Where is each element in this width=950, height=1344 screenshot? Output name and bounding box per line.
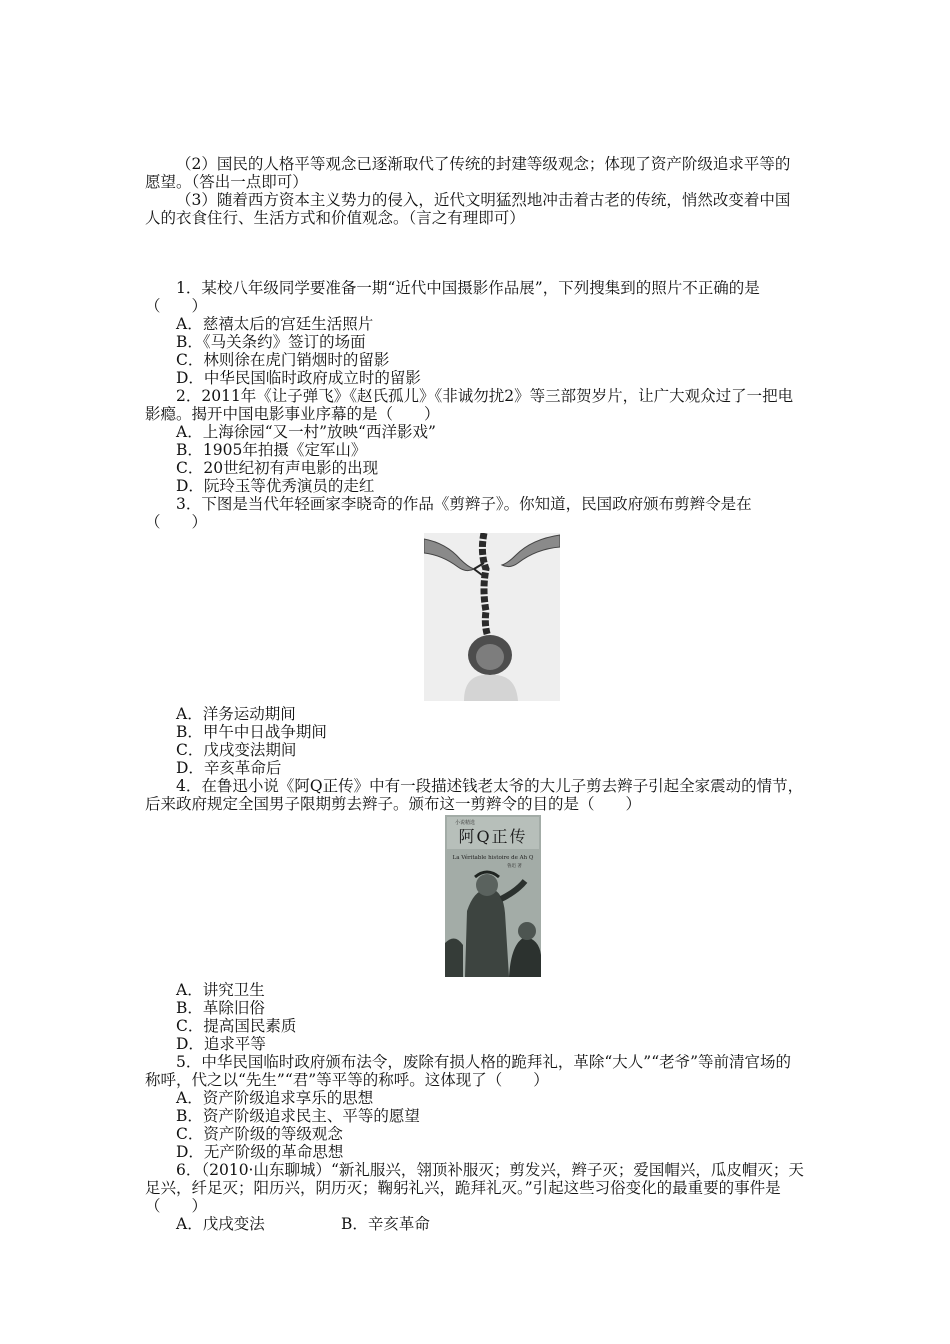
ah-q-book-cover <box>445 815 541 977</box>
question-1-option-a: A．慈禧太后的宫廷生活照片 <box>176 315 374 333</box>
section-gap <box>145 227 805 279</box>
question-4-stem: 4．在鲁迅小说《阿Q正传》中有一段描述钱老太爷的大儿子剪去辫子引起全家震动的情节，后来政府规定全国男子限期剪去辫子。颁布这一剪辫令的目的是（ ） <box>145 777 804 813</box>
question-3-stem: 3．下图是当代年轻画家李晓奇的作品《剪辫子》。你知道，民国政府颁布剪辫令是在（ ） <box>145 495 752 531</box>
question-2-option-d: D．阮玲玉等优秀演员的走红 <box>176 477 375 495</box>
question-5-option-b: B．资产阶级追求民主、平等的愿望 <box>176 1107 420 1125</box>
book-title: 阿Q正传 <box>458 827 528 846</box>
question-5-option-a: A．资产阶级追求享乐的思想 <box>176 1089 374 1107</box>
question-3-option-a: A．洋务运动期间 <box>176 705 296 723</box>
book-subtitle: La Véritable histoire de Ah Q <box>452 855 534 861</box>
question-4-option-c: C．提高国民素质 <box>176 1017 297 1035</box>
question-5-stem: 5．中华民国临时政府颁布法令，废除有损人格的跪拜礼，革除“大人”“老爷”等前清官场的称呼，代之以“先生”“君”等平等的称呼。这体现了（ ） <box>145 1053 792 1089</box>
question-1-option-c: C．林则徐在虎门销烟时的留影 <box>176 351 390 369</box>
question-1-option-d: D．中华民国临时政府成立时的留影 <box>176 369 421 387</box>
question-3-option-d: D．辛亥革命后 <box>176 759 282 777</box>
question-6-option-a: A．戊戌变法 <box>176 1215 265 1233</box>
question-3-option-c: C．戊戌变法期间 <box>176 741 297 759</box>
book-author: 鲁迅 著 <box>507 864 522 869</box>
question-2-option-b: B．1905年拍摄《定军山》 <box>176 441 367 459</box>
question-4-option-a: A．讲究卫生 <box>176 981 265 999</box>
answer-3: （3）随着西方资本主义势力的侵入，近代文明猛烈地冲击着古老的传统，悄然改变着中国人的衣食住行、生活方式和价值观念。（言之有理即可） <box>145 191 791 227</box>
book-series: 小说精选 <box>455 820 476 826</box>
question-1-option-b: B．《马关条约》签订的场面 <box>176 333 366 351</box>
question-6-options <box>145 1215 805 1233</box>
document-page <box>145 155 805 1233</box>
question-4-option-b: B．革除旧俗 <box>176 999 265 1017</box>
book-cover-illustration <box>445 815 541 977</box>
question-2-option-a: A．上海徐园“又一村”放映“西洋影戏” <box>176 423 436 441</box>
question-2-stem: 2．2011年《让子弹飞》《赵氏孤儿》《非诚勿扰2》等三部贺岁片，让广大观众过了一把电影瘾。揭开中国电影事业序幕的是（ ） <box>145 387 794 423</box>
question-4-option-d: D．追求平等 <box>176 1035 266 1053</box>
painting-cutting-queue <box>424 533 560 701</box>
question-6-stem: 6．（2010·山东聊城）“新礼服兴，翎顶补服灭；剪发兴，辫子灭；爱国帽兴，瓜皮帽灭；天足兴，纤足灭；阳历兴，阴历灭；鞠躬礼兴，跪拜礼灭。”引起这些习俗变化的最重要的事件是（ ） <box>145 1161 804 1215</box>
question-6-option-b: B．辛亥革命 <box>341 1215 430 1233</box>
painting-illustration <box>424 533 560 701</box>
question-3-option-b: B．甲午中日战争期间 <box>176 723 327 741</box>
question-1-stem: 1．某校八年级同学要准备一期“近代中国摄影作品展”，下列搜集到的照片不正确的是（ ） <box>145 279 760 315</box>
answer-2: （2）国民的人格平等观念已逐渐取代了传统的封建等级观念；体现了资产阶级追求平等的愿望。（答出一点即可） <box>145 155 791 191</box>
question-5-option-c: C．资产阶级的等级观念 <box>176 1125 343 1143</box>
question-2-option-c: C．20世纪初有声电影的出现 <box>176 459 379 477</box>
question-5-option-d: D．无产阶级的革命思想 <box>176 1143 344 1161</box>
